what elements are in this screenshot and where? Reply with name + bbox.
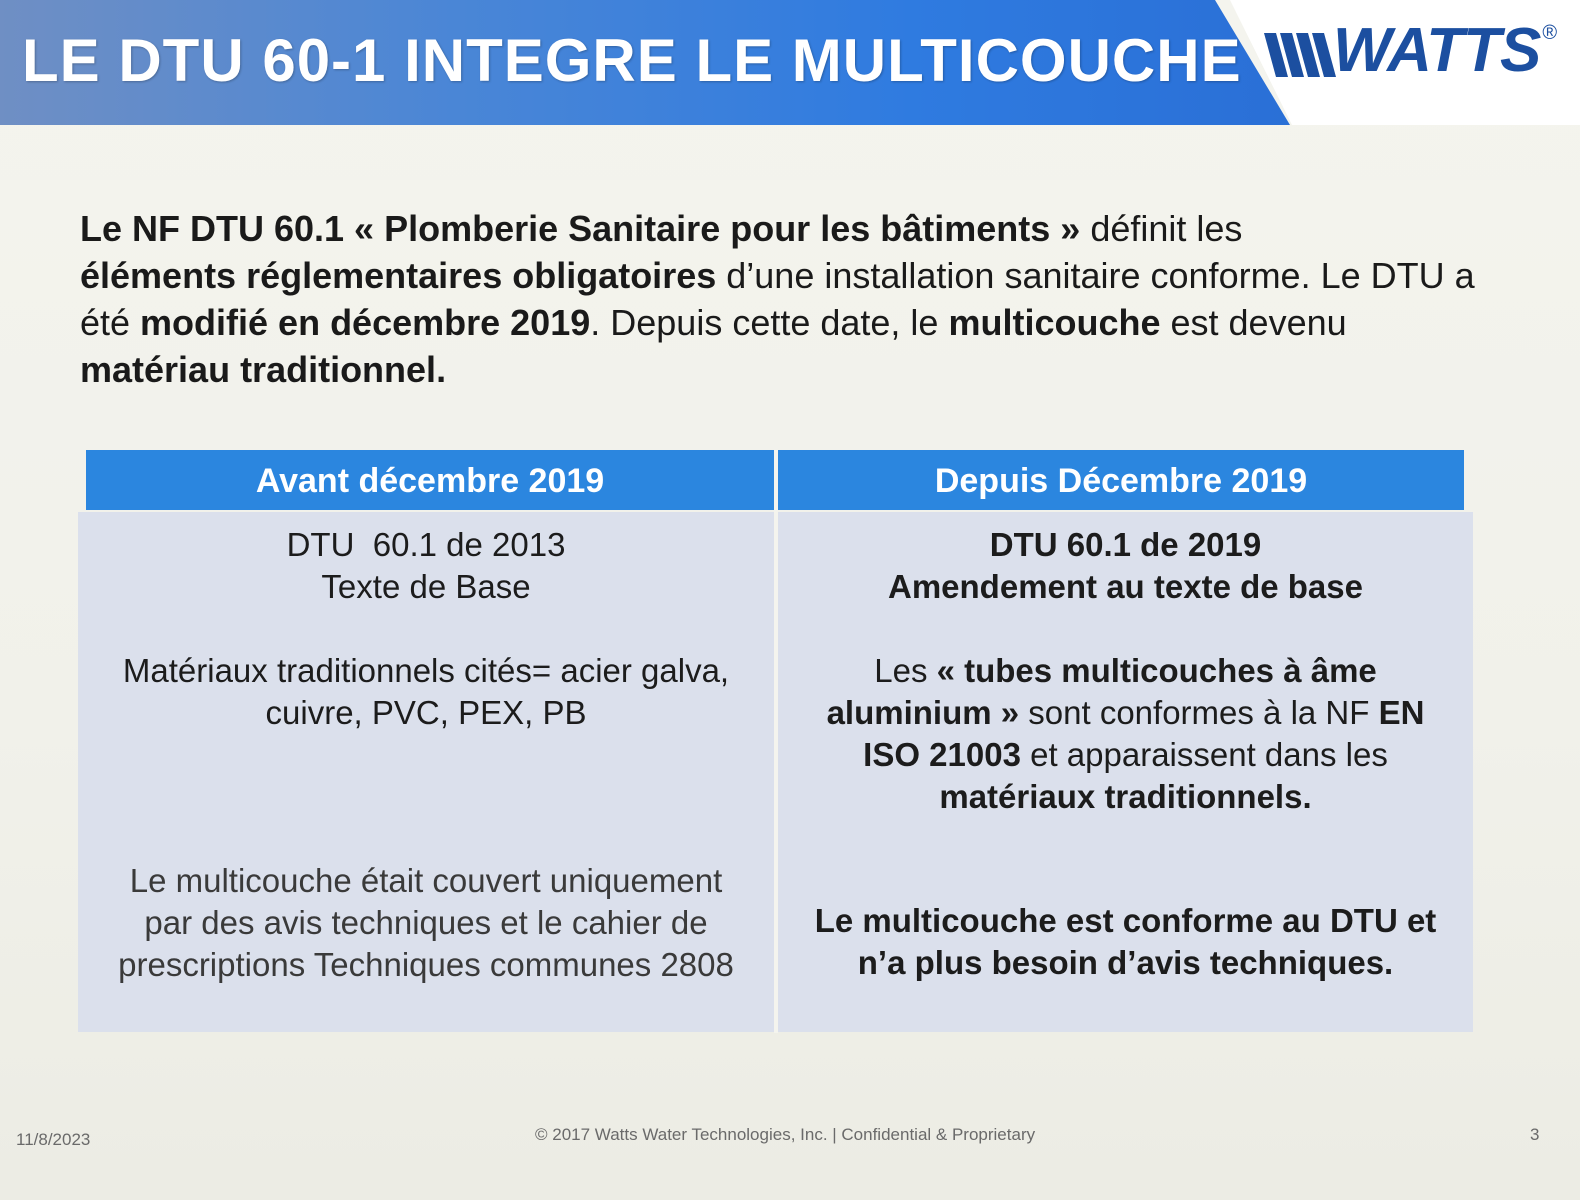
after-tubes-bold-b: « tubes multicouches à âme aluminium »	[826, 652, 1377, 731]
before-materials-line1: Matériaux traditionnels cités= acier galva,	[122, 652, 730, 689]
before-block-dtu	[78, 524, 774, 608]
after-dtu-line1: DTU 60.1 de 2019	[989, 526, 1262, 563]
intro-text-2: définit les	[1080, 208, 1243, 249]
intro-bold-3: éléments réglementaires obligatoires	[80, 255, 717, 296]
before-multicouche-line1: Le multicouche était couvert uniquement	[129, 862, 723, 899]
after-multicouche-line2: n’a plus besoin d’avis techniques.	[857, 944, 1394, 981]
logo-registered-mark: ®	[1542, 21, 1558, 44]
after-block-multicouche	[778, 900, 1473, 984]
after-dtu-line2: Amendement au texte de base	[888, 568, 1363, 605]
after-tubes-text-a: Les	[874, 652, 937, 689]
after-tubes-bold-f: matériaux traditionnels.	[939, 778, 1312, 815]
table-header-after: Depuis Décembre 2019	[778, 450, 1464, 510]
footer-date: 11/8/2023	[16, 1130, 91, 1149]
after-tubes-text-e: et apparaissent dans les	[1020, 736, 1388, 773]
intro-bold-5: modifié en décembre 2019	[140, 302, 591, 343]
intro-text-8: est devenu	[1160, 302, 1347, 343]
comparison-table	[78, 450, 1473, 1033]
before-block-multicouche	[78, 860, 774, 986]
before-dtu-line2: Texte de Base	[321, 568, 531, 605]
intro-paragraph	[80, 205, 1500, 393]
intro-bold-7: multicouche	[948, 302, 1161, 343]
after-tubes-bold-d: EN ISO 21003	[863, 694, 1425, 773]
before-dtu-line1: DTU 60.1 de 2013	[286, 526, 566, 563]
logo-text: WATTS	[1333, 16, 1541, 85]
before-materials-line2: cuivre, PVC, PEX, PB	[265, 694, 587, 731]
after-block-tubes	[803, 650, 1448, 818]
slide-title: LE DTU 60-1 INTEGRE LE MULTICOUCHE	[22, 27, 1242, 94]
after-multicouche-line1: Le multicouche est conforme au DTU et	[814, 902, 1437, 939]
intro-bold-1: Le NF DTU 60.1 « Plomberie Sanitaire pour les bâtiments »	[80, 208, 1081, 249]
before-multicouche-line2: par des avis techniques et le cahier de	[144, 904, 708, 941]
intro-bold-9: matériau traditionnel.	[80, 349, 447, 390]
intro-text-6: . Depuis cette date, le	[590, 302, 949, 343]
watts-logo-stripes-icon	[1262, 21, 1337, 81]
before-multicouche-line3: prescriptions Techniques communes 2808	[118, 946, 734, 983]
footer-copyright: © 2017 Watts Water Technologies, Inc. | Confidential & Proprietary	[535, 1125, 1036, 1144]
after-tubes-text-c: sont conformes à la NF	[1019, 694, 1379, 731]
intro-text-4: d’une installation sanitaire conforme. Le DTU a été	[80, 255, 1475, 343]
before-block-materials	[78, 650, 774, 734]
watts-logo	[1262, 16, 1558, 85]
after-block-dtu	[778, 524, 1473, 608]
footer-page-number: 3	[1530, 1125, 1540, 1144]
table-header-before: Avant décembre 2019	[86, 450, 774, 510]
